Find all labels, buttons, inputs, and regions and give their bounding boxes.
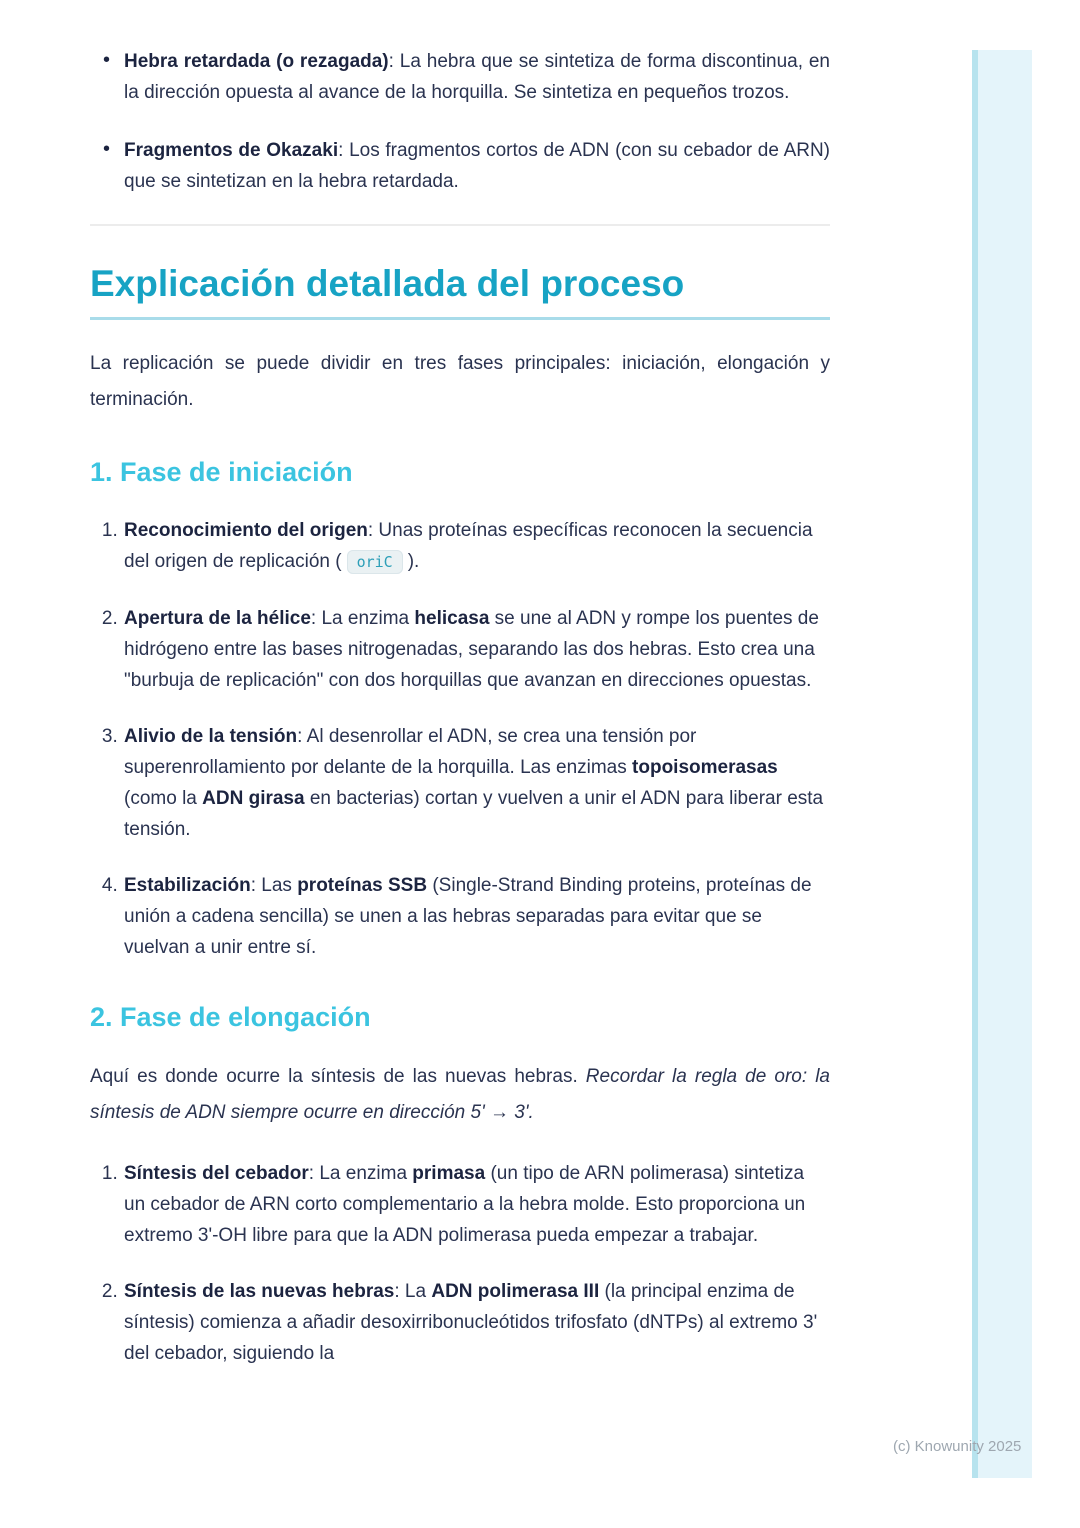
bold-term: Apertura de la hélice (124, 608, 311, 629)
bold-term: helicasa (414, 608, 490, 629)
text-run: (la principal enzima de síntesis) comienza a añadir desoxirribonucleótidos trifosfato (dNTPs) al extremo 3' del cebador, siguiendo la (124, 1281, 818, 1364)
section-fase-elongacion (90, 1001, 830, 1369)
italic-note: Recordar la regla de oro: la síntesis de ADN siempre ocurre en dirección 5' → 3'. (90, 1066, 830, 1123)
text-run: en bacterias) cortan y vuelven a unir el ADN para liberar esta tensión. (124, 788, 824, 840)
elongacion-steps-list (90, 1158, 830, 1369)
text-run: se une al ADN y rompe los puentes de hidrógeno entre las bases nitrogenadas, separando las dos hebras. Esto crea una "burbuja de replicación" con dos horquillas que avanzan en direcciones opuestas. (124, 608, 819, 691)
bold-term: ADN polimerasa III (431, 1281, 600, 1302)
elongacion-intro-paragraph (90, 1059, 830, 1131)
bold-term: proteínas SSB (297, 875, 428, 896)
text-run: Aquí es donde ocurre la síntesis de las nuevas hebras. (90, 1066, 586, 1087)
section-fase-iniciacion (90, 456, 830, 963)
text-run: : Al desenrollar el ADN, se crea una tensión por superenrollamiento por delante de la horquilla. Las enzimas (124, 726, 697, 778)
watermark: (c) Knowunity 2025 (893, 1438, 1022, 1455)
bold-term: Síntesis del cebador (124, 1163, 309, 1184)
text-run: (como la (124, 788, 203, 809)
bold-term: Reconocimiento del origen (124, 520, 368, 541)
step-sintesis-nuevas-hebras (123, 1276, 830, 1369)
bullet-item-hebra-retardada (103, 46, 830, 108)
iniciacion-steps-list (90, 515, 830, 963)
text-run: (Single-Strand Binding proteins, proteínas de unión a cadena sencilla) se unen a las hebras separadas para evitar que se vuelvan a unir entre sí. (124, 875, 812, 958)
intro-paragraph: La replicación se puede dividir en tres fases principales: iniciación, elongación y terminación. (90, 353, 830, 410)
bold-term: ADN girasa (202, 788, 305, 809)
inline-code: oriC (347, 550, 403, 574)
text-run: : La (394, 1281, 432, 1302)
section-heading-elongacion: 2. Fase de elongación (90, 1002, 371, 1032)
section-heading-iniciacion: 1. Fase de iniciación (90, 457, 353, 487)
text-run: ). (407, 551, 420, 572)
bold-term: Estabilización (124, 875, 251, 896)
step-alivio-tension (123, 721, 830, 845)
definition-bullet-list (90, 46, 830, 197)
step-reconocimiento-origen (123, 515, 830, 578)
step-estabilizacion (123, 870, 830, 963)
text-run: (un tipo de ARN polimerasa) sintetiza un cebador de ARN corto complementario a la hebra molde. Esto proporciona un extremo 3'-OH libre para que la ADN polimerasa pueda empezar a trabajar. (124, 1163, 806, 1246)
bold-term: Síntesis de las nuevas hebras (124, 1281, 395, 1302)
text-run: : Unas proteínas específicas reconocen la secuencia del origen de replicación ( (124, 520, 813, 572)
text-run: : La hebra que se sintetiza de forma discontinua, en la dirección opuesta al avance de la horquilla. Se sintetiza en pequeños trozos. (124, 51, 830, 103)
page-title: Explicación detallada del proceso (90, 263, 685, 304)
text-run: : Las (250, 875, 298, 896)
step-sintesis-cebador (123, 1158, 830, 1251)
bold-term: primasa (412, 1163, 486, 1184)
page-side-strip-decoration (972, 50, 1032, 1478)
text-run: : Los fragmentos cortos de ADN (con su cebador de ARN) que se sintetizan en la hebra retardada. (124, 140, 831, 192)
bold-term: topoisomerasas (632, 757, 778, 778)
bold-term: Hebra retardada (o rezagada) (124, 51, 389, 72)
text-run: : La enzima (308, 1163, 413, 1184)
bullet-item-fragmentos-okazaki (103, 135, 830, 197)
bold-term: Fragmentos de Okazaki (124, 140, 339, 161)
section-divider (90, 224, 830, 226)
bold-term: Alivio de la tensión (124, 726, 298, 747)
text-run: : La enzima (310, 608, 415, 629)
document-content (90, 46, 830, 1394)
step-apertura-helice (123, 603, 830, 696)
page-title-underline (90, 317, 830, 320)
